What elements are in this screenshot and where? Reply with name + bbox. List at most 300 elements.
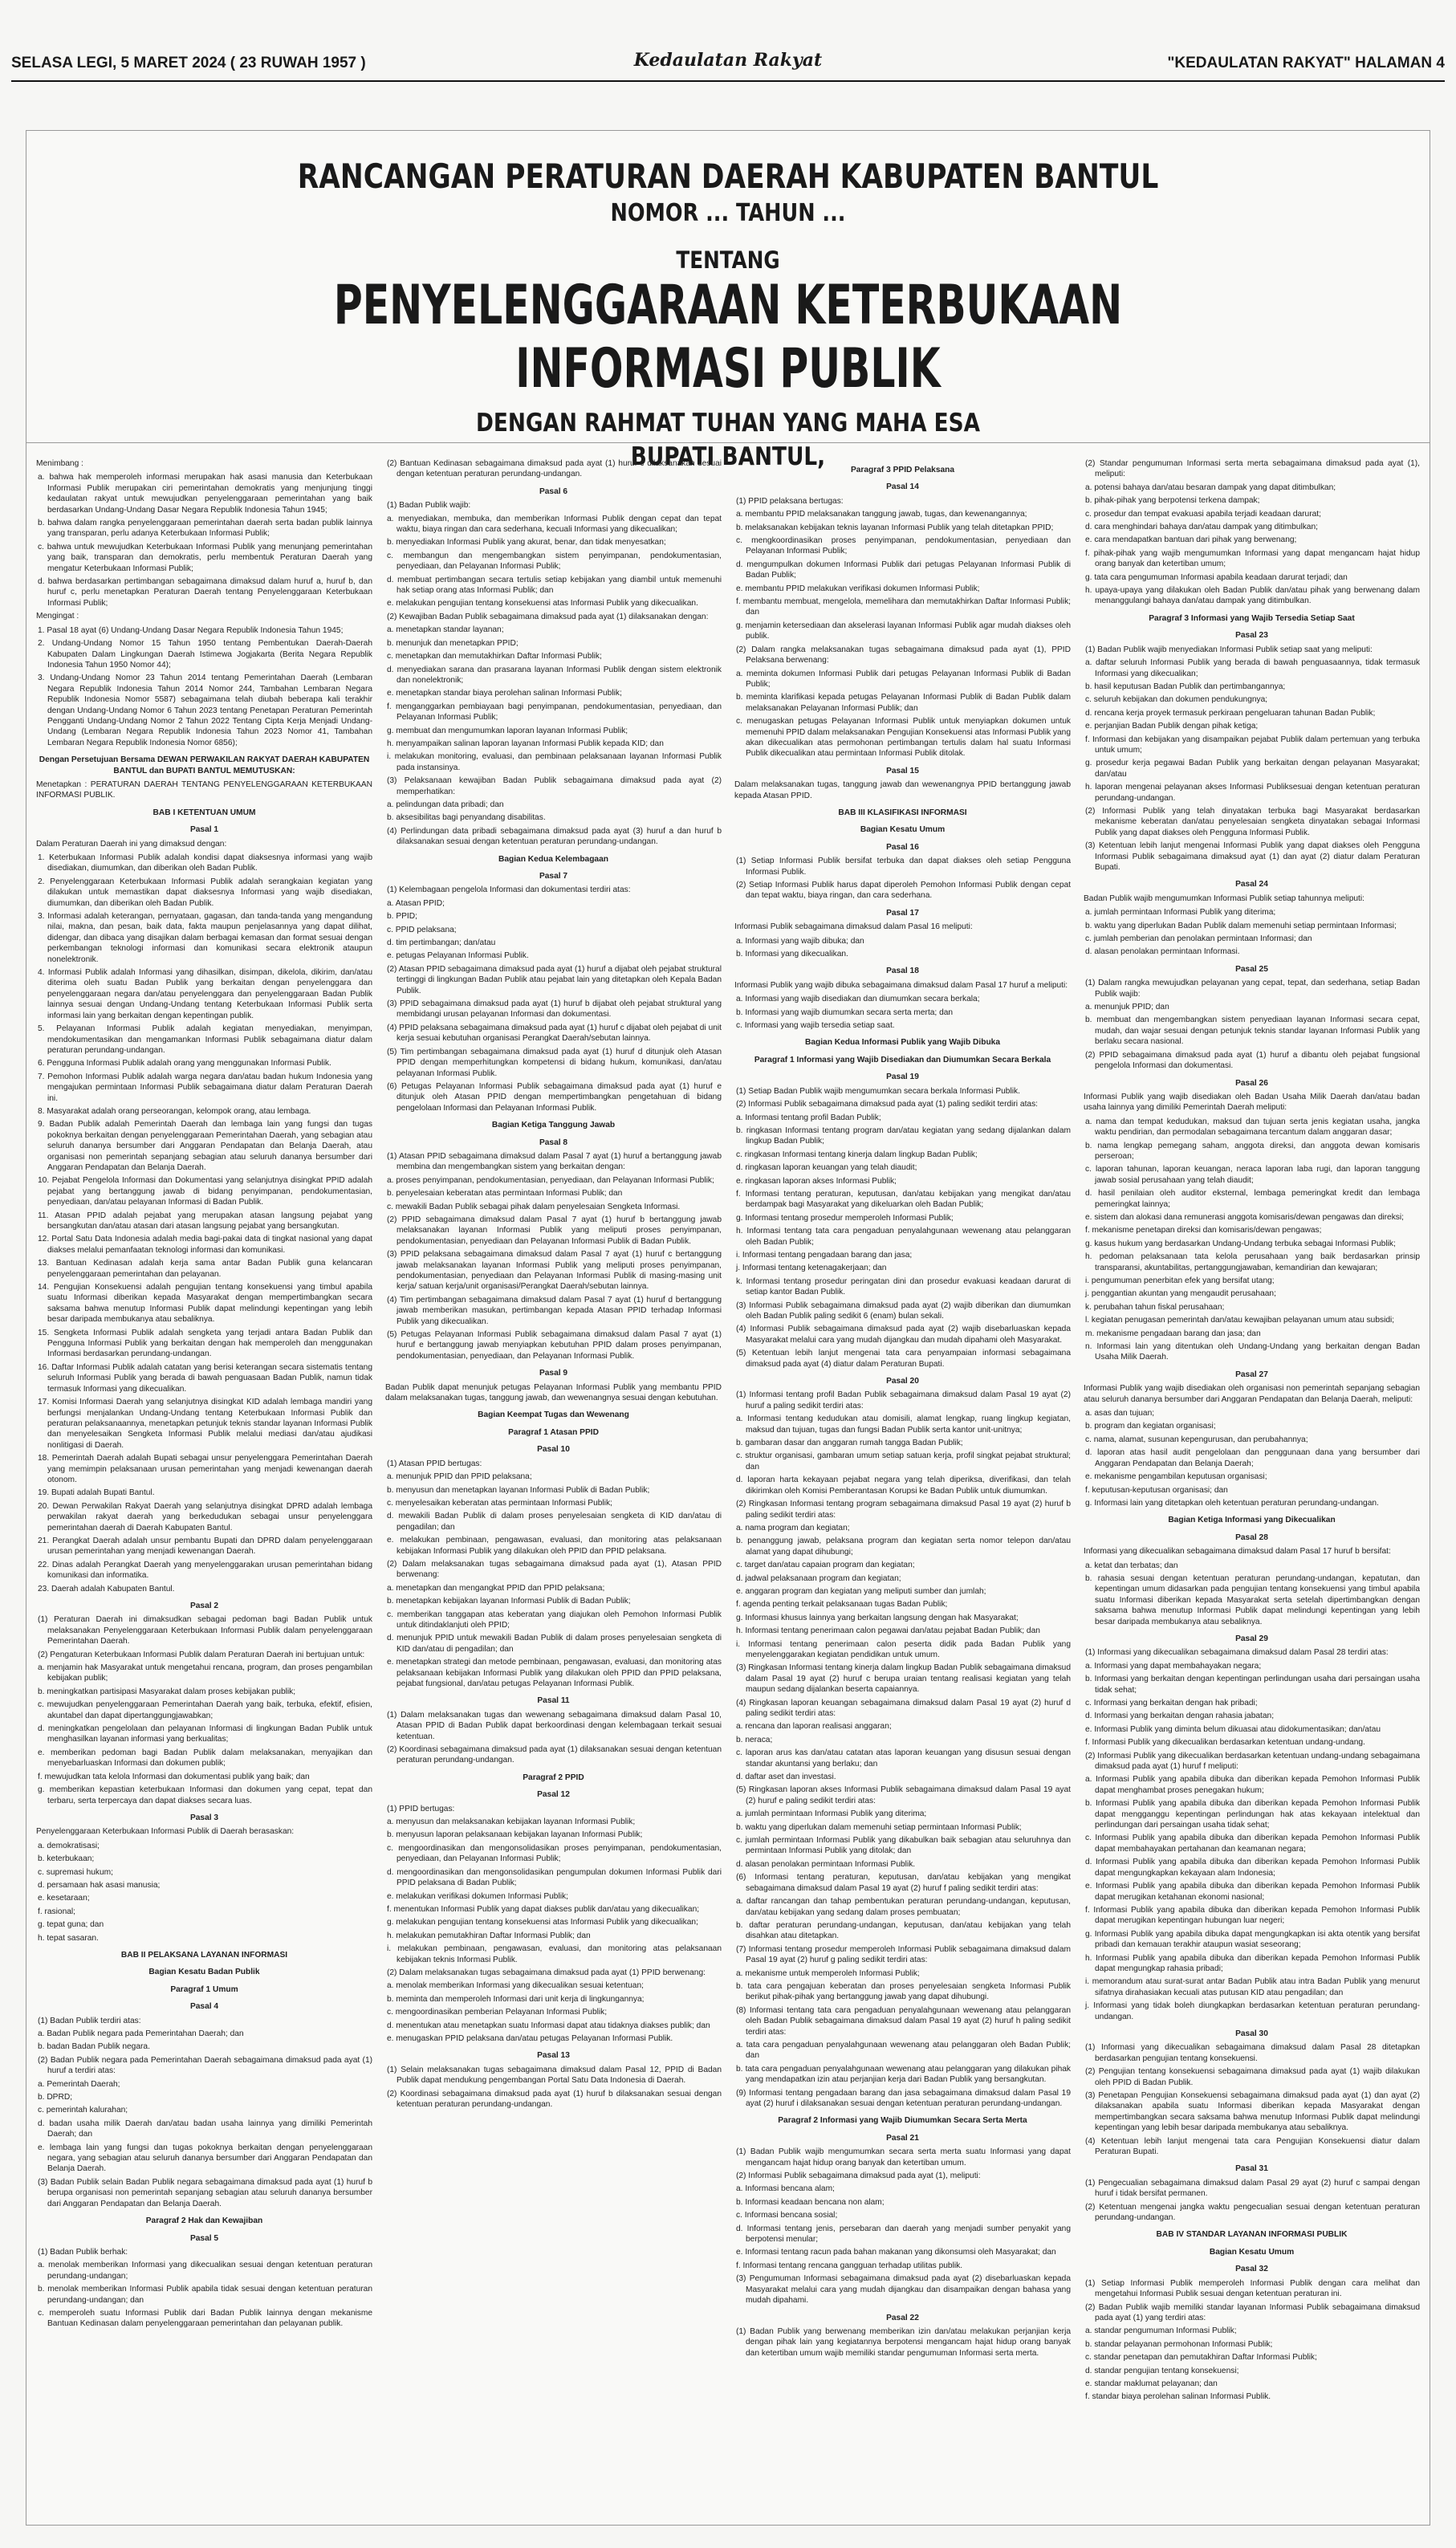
paragraph: f. Informasi tentang rencana gangguan terhadap utilitas publik. bbox=[736, 2261, 963, 2270]
paragraph: j. Informasi yang tidak boleh diungkapkan berdasarkan ketentuan peraturan perundang-undangan. bbox=[1085, 2001, 1420, 2021]
paragraph: e. melakukan pembinaan, pengawasan, evaluasi, dan monitoring atas pelaksanaan kebijakan Informasi Publik yang dilakukan oleh PPID dan PPID pelaksana. bbox=[387, 1536, 722, 1556]
title-line-1: RANCANGAN PERATURAN DAERAH KABUPATEN BANTUL bbox=[297, 157, 1159, 196]
paragraph: 15. Sengketa Informasi Publik adalah sengketa yang terjadi antara Badan Publik dan Pengguna Informasi Publik yang berkaitan dengan hak memperoleh dan menggunakan Informasi berdasarkan perundang-undangan. bbox=[38, 1328, 372, 1359]
text-columns bbox=[36, 458, 1420, 2517]
paragraph: a. menjamin hak Masyarakat untuk mengetahui rencana, program, dan proses pengambilan kebijakan publik; bbox=[38, 1663, 372, 1683]
paragraph: f. menentukan Informasi Publik yang dapat diakses publik dan/atau yang dikecualikan; bbox=[387, 1904, 700, 1914]
paragraph: Dalam Peraturan Daerah ini yang dimaksud dengan: bbox=[36, 839, 227, 849]
paragraph: (2) Koordinasi sebagaimana dimaksud pada ayat (1) dilaksanakan sesuai dengan ketentuan peraturan perundang-undangan. bbox=[387, 1745, 722, 1765]
paragraph: (2) Ringkasan Informasi tentang program sebagaimana dimaksud Pasal 19 ayat (2) huruf b paling sedikit terdiri atas: bbox=[736, 1500, 1071, 1520]
section-heading: Pasal 29 bbox=[1235, 1634, 1268, 1643]
title-line-5: DENGAN RAHMAT TUHAN YANG MAHA ESA bbox=[475, 409, 981, 438]
paragraph: b. menunjuk dan menetapkan PPID; bbox=[387, 638, 519, 648]
paragraph: d. mewakili Badan Publik di dalam proses penyelesaian sengketa di KID dan/atau di pengadilan; dan bbox=[387, 1512, 722, 1532]
paragraph: d. ringkasan laporan keuangan yang telah diaudit; bbox=[736, 1163, 917, 1173]
paragraph: b. standar pelayanan permohonan Informasi Publik; bbox=[1085, 2339, 1273, 2349]
paragraph: (1) Dalam rangka mewujudkan pelayanan yang cepat, tepat, dan sederhana, setiap Badan Publik wajib: bbox=[1085, 979, 1420, 999]
paragraph: 10. Pejabat Pengelola Informasi dan Dokumentasi yang selanjutnya disingkat PPID adalah pejabat yang bertanggung jawab di bidang penyimpanan, pendokumentasian, penyediaan, dan/atau pelayanan Informasi di Badan Publik. bbox=[38, 1176, 372, 1207]
paragraph: g. Informasi Publik yang apabila dibuka dapat mengungkapkan isi akta otentik yang bersifat pribadi dan kemauan terakhir ataupun wasiat seseorang; bbox=[1085, 1929, 1420, 1950]
paragraph: (1) PPID pelaksana bertugas: bbox=[736, 496, 844, 506]
paragraph: a. meminta dokumen Informasi Publik dari petugas Pelayanan Informasi Publik di Badan Publik; bbox=[736, 669, 1071, 689]
paragraph: e. menetapkan strategi dan metode pembinaan, pengawasan, evaluasi, dan monitoring atas pelaksanaan kebijakan Informasi Publik yang dilakukan oleh PPID dan PPID pelaksana, pejabat fungsional, dan/atau petugas Pelayanan Informasi Publik. bbox=[387, 1658, 722, 1688]
paragraph: Mengingat : bbox=[36, 612, 79, 621]
paragraph: (2) Informasi Publik sebagaimana dimaksud pada ayat (1) paling sedikit terdiri atas: bbox=[736, 1100, 1038, 1109]
paragraph: c. bahwa untuk mewujudkan Keterbukaan Informasi Publik yang menunjang pemerintahan yang baik, transparan dan demokratis, perlu membentuk Peraturan Daerah yang mengatur Keterbukaan Informasi Publik; bbox=[38, 542, 372, 573]
paragraph: (5) Ketentuan lebih lanjut mengenai tata cara penyampaian informasi sebagaimana dimaksud pada ayat (4) diatur dalam Peraturan Bupati. bbox=[736, 1349, 1071, 1369]
paragraph: c. struktur organisasi, gambaran umum setiap satuan kerja, profil singkat pejabat struktural; dan bbox=[736, 1451, 1071, 1471]
title-line-6: BUPATI BANTUL, bbox=[630, 442, 826, 471]
paragraph: d. badan usaha milik Daerah dan/atau badan usaha lainnya yang dimiliki Pemerintah Daerah; dan bbox=[38, 2119, 372, 2139]
paragraph: b. ringkasan Informasi tentang program dan/atau kegiatan yang sedang dijalankan dalam lingkup Badan Publik; bbox=[736, 1125, 1071, 1146]
paragraph: (6) Petugas Pelayanan Informasi Publik sebagaimana dimaksud pada ayat (1) huruf e ditunjuk oleh Atasan PPID dengan mempertimbangkan pengetahuan di bidang pengelolaan Informasi dan Pelayanan Informasi Publik. bbox=[387, 1081, 722, 1113]
paragraph: b. rahasia sesuai dengan ketentuan peraturan perundang-undangan, kepatutan, dan kepentingan umum didasarkan pada pengujian tentang konsekuensi yang timbul apabila suatu Informasi diberikan kepada Masyarakat serta setelah dipertimbangkan dengan saksama bahwa menutup Informasi Publik dapat melindungi kepentingan yang lebih besar daripada membukanya atau sebaliknya. bbox=[1085, 1573, 1420, 1626]
paragraph: (2) Dalam melaksanakan tugas sebagaimana dimaksud pada ayat (1), Atasan PPID berwenang: bbox=[387, 1559, 722, 1580]
paragraph: (5) Ringkasan laporan akses Informasi Publik sebagaimana dimaksud dalam Pasal 19 ayat (2) huruf e paling sedikit terdiri atas: bbox=[736, 1785, 1071, 1805]
paragraph: (3) Badan Publik selain Badan Publik negara sebagaimana dimaksud pada ayat (1) huruf b berupa organisasi non pemerintah sepanjang sebagian atau seluruh dananya bersumber dari Anggaran Pendapatan dan Belanja Daerah. bbox=[38, 2177, 372, 2208]
paragraph: d. persamaan hak asasi manusia; bbox=[38, 1880, 161, 1890]
paragraph: (2) Badan Publik wajib memiliki standar layanan Informasi Publik sebagaimana dimaksud pada ayat (1) yang terdiri atas: bbox=[1085, 2302, 1420, 2322]
paragraph: a. menetapkan dan mengangkat PPID dan PPID pelaksana; bbox=[387, 1583, 605, 1593]
paragraph: d. menentukan atau menetapkan suatu Informasi dapat atau tidaknya diakses publik; dan bbox=[387, 2021, 710, 2030]
paragraph: (9) Informasi tentang pengadaan barang dan jasa sebagaimana dimaksud dalam Pasal 19 ayat (2) huruf i dilaksanakan sesuai dengan ketentuan peraturan perundang-undangan. bbox=[736, 2088, 1071, 2108]
paragraph: (1) Badan Publik wajib: bbox=[387, 501, 471, 511]
paragraph: 6. Pengguna Informasi Publik adalah orang yang menggunakan Informasi Publik. bbox=[38, 1059, 331, 1068]
paragraph: 2. Undang-Undang Nomor 15 Tahun 1950 tentang Pembentukan Daerah-Daerah Kabupaten Dalam Lingkungan Daerah Istimewa Jogjakarta (Berita Negara Republik Indonesia Tahun 1950 Nomor 44); bbox=[38, 639, 372, 670]
paragraph: b. program dan kegiatan organisasi; bbox=[1085, 1422, 1216, 1431]
paragraph: 21. Perangkat Daerah adalah unsur pembantu Bupati dan DPRD dalam penyelenggaraan urusan pemerintahan yang menjadi kewenangan Daerah. bbox=[38, 1536, 372, 1557]
section-heading: Paragraf 2 PPID bbox=[523, 1773, 584, 1782]
paragraph: c. ringkasan Informasi tentang kinerja dalam lingkup Badan Publik; bbox=[736, 1150, 978, 1159]
paragraph: d. rencana kerja proyek termasuk perkiraan pengeluaran tahunan Badan Publik; bbox=[1085, 708, 1376, 718]
paragraph: b. waktu yang diperlukan Badan Publik dalam memenuhi setiap permintaan Informasi; bbox=[1085, 921, 1397, 930]
paragraph: d. hasil penilaian oleh auditor eksternal, lembaga pemeringkat kredit dan lembaga pemeringkat lainnya; bbox=[1085, 1189, 1420, 1209]
paragraph: Penyelenggaraan Keterbukaan Informasi Publik di Daerah berasaskan: bbox=[36, 1827, 295, 1837]
paragraph: g. melakukan pengujian tentang konsekuensi atas Informasi Publik yang dikecualikan; bbox=[387, 1918, 698, 1927]
paragraph: b. meningkatkan partisipasi Masyarakat dalam proses kebijakan publik; bbox=[38, 1687, 296, 1696]
paragraph: Informasi Publik yang wajib disediakan oleh Badan Usaha Milik Daerah dan/atau badan usaha lainnya yang dimiliki Pemerintah Daerah meliputi: bbox=[1084, 1092, 1420, 1113]
paragraph: a. jumlah permintaan Informasi Publik yang diterima; bbox=[736, 1809, 927, 1819]
page-number: "KEDAULATAN RAKYAT" HALAMAN 4 bbox=[1167, 55, 1445, 71]
paragraph: 1. Keterbukaan Informasi Publik adalah kondisi dapat diaksesnya informasi yang wajib disediakan, diumumkan, dan diberikan oleh Badan Publik. bbox=[38, 853, 372, 873]
paragraph: (2) PPID sebagaimana dimaksud dalam Pasal 7 ayat (1) huruf b bertanggung jawab melaksanakan layanan Informasi Publik yang meliputi proses penyimpanan, pendokumentasian, penyediaan dan Pelayanan Informasi Publik di Badan Publik. bbox=[387, 1215, 722, 1246]
paragraph: g. Informasi khusus lainnya yang berkaitan langsung dengan hak Masyarakat; bbox=[736, 1613, 1019, 1622]
section-heading: Paragraf 3 PPID Pelaksana bbox=[850, 466, 955, 474]
paragraph: (3) Penetapan Pengujian Konsekuensi sebagaimana dimaksud pada ayat (1) dan ayat (2) dilaksanakan apabila suatu Informasi diberikan kepada Masyarakat dengan mempertimbangkan secara saksama bahwa menutup Informasi Publik dapat melindungi kepentingan yang lebih besar daripada membukanya atau sebaliknya. bbox=[1085, 2091, 1420, 2133]
section-heading: Pasal 10 bbox=[537, 1445, 570, 1455]
paragraph: a. asas dan tujuan; bbox=[1085, 1409, 1155, 1418]
paragraph: 17. Komisi Informasi Daerah yang selanjutnya disingkat KID adalah lembaga mandiri yang berfungsi menjalankan Undang-Undang tentang Keterbukaan Informasi Publik dan peraturan pelaksanaannya, menetapkan petunjuk teknis standar layanan Informasi Publik dan menyelesaikan Sengketa Informasi Publik melalui mediasi dan/atau ajudikasi nonlitigasi di Daerah. bbox=[38, 1398, 372, 1450]
section-heading: BAB I KETENTUAN UMUM bbox=[153, 808, 256, 817]
paragraph: 3. Undang-Undang Nomor 23 Tahun 2014 tentang Pemerintahan Daerah (Lembaran Negara Republik Indonesia Tahun 2014 Nomor 244, Tambahan Lembaran Negara Republik Indonesia Nomor 5587) sebagaimana telah diubah beberapa kali terakhir dengan Undang-Undang Nomor 6 Tahun 2023 tentang Penetapan Peraturan Pemerintah Pengganti Undang-Undang Nomor 2 Tahun 2022 Tentang Cipta Kerja Menjadi Undang-Undang (Lembaran Negara Republik Indonesia Tahun 2023 Nomor 41, Tambahan Lembaran Negara Republik Indonesia Nomor 6856); bbox=[38, 674, 372, 747]
paragraph: (4) PPID pelaksana sebagaimana dimaksud pada ayat (1) huruf c dijabat oleh pejabat di unit kerja sesuai kebutuhan organisasi Perangkat Daerah/sebutan lainnya. bbox=[387, 1023, 722, 1044]
paragraph: (2) Dalam rangka melaksanakan tugas sebagaimana dimaksud pada ayat (1), PPID Pelaksana berwenang: bbox=[736, 645, 1071, 665]
section-heading: BAB IV STANDAR LAYANAN INFORMASI PUBLIK bbox=[1156, 2230, 1348, 2240]
paragraph: d. mengoordinasikan dan mengonsolidasikan pengumpulan dokumen Informasi Publik dari PPID pelaksana di Badan Publik; bbox=[387, 1867, 722, 1888]
paragraph: (4) Informasi Publik sebagaimana dimaksud pada ayat (2) wajib disebarluaskan kepada Masyarakat melalui cara yang mudah dijangkau dan mudah dipahami oleh Masyarakat. bbox=[736, 1325, 1071, 1345]
paragraph: g. Informasi lain yang ditetapkan oleh ketentuan peraturan perundang-undangan. bbox=[1085, 1498, 1379, 1508]
section-heading: Pasal 21 bbox=[886, 2133, 919, 2143]
paragraph: g. membuat dan mengumumkan laporan layanan Informasi Publik; bbox=[387, 726, 628, 735]
paragraph: (2) PPID sebagaimana dimaksud pada ayat (1) huruf a dibantu oleh pejabat fungsional pengelola Informasi dan dokumentasi. bbox=[1085, 1050, 1420, 1071]
paragraph: b. neraca; bbox=[736, 1735, 773, 1744]
section-heading: Paragraf 1 Umum bbox=[170, 1984, 238, 1994]
paragraph: a. proses penyimpanan, pendokumentasian, penyediaan, dan Pelayanan Informasi Publik; bbox=[387, 1175, 714, 1185]
paragraph: g. memberikan kepastian keterbukaan Informasi dan dokumen yang cepat, tepat dan terbaru, serta terpercaya dan dapat diakses secara luas. bbox=[38, 1785, 372, 1805]
paragraph: c. Informasi yang wajib tersedia setiap saat. bbox=[736, 1021, 895, 1031]
paragraph: (2) Ketentuan mengenai jangka waktu pengecualian sesuai dengan ketentuan peraturan perundang-undangan. bbox=[1085, 2202, 1420, 2223]
paragraph: c. membangun dan mengembangkan sistem penyimpanan, pendokumentasian, penyediaan, dan Pelayanan Informasi Publik; bbox=[387, 551, 722, 572]
section-heading: Bagian Kesatu Badan Publik bbox=[148, 1968, 260, 1977]
paragraph: Informasi Publik yang wajib dibuka sebagaimana dimaksud dalam Pasal 17 huruf a meliputi: bbox=[734, 980, 1068, 990]
paragraph: Menetapkan : PERATURAN DAERAH TENTANG PENYELENGGARAAN KETERBUKAAN INFORMASI PUBLIK. bbox=[36, 779, 372, 800]
paragraph: (1) Badan Publik terdiri atas: bbox=[38, 2016, 141, 2025]
paragraph: a. membantu PPID melaksanakan tanggung jawab, tugas, dan kewenangannya; bbox=[736, 510, 1027, 519]
paragraph: (1) Setiap Informasi Publik bersifat terbuka dan dapat diakses oleh setiap Pengguna Informasi Publik. bbox=[736, 857, 1071, 877]
paragraph: f. keputusan-keputusan organisasi; dan bbox=[1085, 1485, 1228, 1495]
paragraph: h. laporan mengenai pelayanan akses Informasi Publiksesuai dengan ketentuan peraturan perundang-undangan. bbox=[1085, 783, 1420, 803]
paragraph: g. Informasi tentang prosedur memperoleh Informasi Publik; bbox=[736, 1213, 954, 1223]
paragraph: c. supremasi hukum; bbox=[38, 1867, 113, 1877]
paragraph: f. menganggarkan pembiayaan bagi penyimpanan, pendokumentasian, penyediaan, dan Pelayanan Informasi Publik; bbox=[387, 702, 722, 722]
paragraph: (8) Informasi tentang tata cara pengaduan penyalahgunaan wewenang atau pelanggaran oleh Badan Publik sebagaimana dimaksud dalam Pasal 19 ayat (2) huruf h paling sedikit terdiri atas: bbox=[736, 2005, 1071, 2037]
paragraph: e. cara mendapatkan bantuan dari pihak yang berwenang; bbox=[1085, 535, 1297, 545]
section-heading: Pasal 7 bbox=[539, 872, 568, 881]
paragraph: (3) PPID sebagaimana dimaksud pada ayat (1) huruf b dijabat oleh pejabat struktural yang membidangi urusan pelayanan Informasi dan dokumentasi. bbox=[387, 999, 722, 1020]
section-heading: Pasal 1 bbox=[189, 825, 219, 835]
paragraph: c. Informasi yang berkaitan dengan hak pribadi; bbox=[1085, 1699, 1258, 1707]
paragraph: b. penanggung jawab, pelaksana program dan kegiatan serta nomor telepon dan/atau alamat yang dapat dihubungi; bbox=[736, 1537, 1071, 1557]
paragraph: a. bahwa hak memperoleh informasi merupakan hak asasi manusia dan Keterbukaan Informasi Publik merupakan ciri pemerintahan demokratis yang menjunjung tinggi kedaulatan rakyat untuk mewujudkan penyelenggaraan pemerintahan yang baik berdasarkan Undang-Undang Dasar Negara Republik Indonesia Tahun 1945; bbox=[38, 473, 372, 515]
paragraph: (1) Setiap Informasi Publik memperoleh Informasi Publik dengan cara melihat dan mengetahui Informasi Publik sesuai dengan ketentuan peraturan ini. bbox=[1085, 2278, 1420, 2299]
paragraph: a. menunjuk PPID; dan bbox=[1085, 1003, 1169, 1012]
paragraph: g. prosedur kerja pegawai Badan Publik yang berkaitan dengan pelayanan Masyarakat; dan/atau bbox=[1085, 759, 1420, 779]
section-heading: Pasal 32 bbox=[1235, 2265, 1268, 2274]
paragraph: b. Informasi yang berkaitan dengan kepentingan perlindungan usaha dari persaingan usaha tidak sehat; bbox=[1085, 1675, 1420, 1695]
paragraph: b. Informasi yang wajib diumumkan secara serta merta; dan bbox=[736, 1007, 954, 1017]
paragraph: b. aksesibilitas bagi penyandang disabilitas. bbox=[387, 813, 546, 823]
paragraph: (2) Dalam melaksanakan tugas sebagaimana dimaksud pada ayat (1) PPID berwenang: bbox=[387, 1968, 706, 1977]
paragraph: 23. Daerah adalah Kabupaten Bantul. bbox=[38, 1584, 175, 1594]
paragraph: d. meningkatkan pengelolaan dan pelayanan Informasi di lingkungan Badan Publik untuk menghasilkan layanan informasi yang berkualitas; bbox=[38, 1724, 372, 1744]
paragraph: (1) Badan Publik wajib mengumumkan secara serta merta suatu Informasi yang dapat mengancam hajat hidup orang banyak dan ketertiban umum. bbox=[736, 2147, 1071, 2167]
section-heading: Pasal 16 bbox=[886, 842, 919, 852]
section-heading: Bagian Kesatu Umum bbox=[1209, 2247, 1295, 2257]
paragraph: a. Informasi tentang kedudukan atau domisili, alamat lengkap, ruang lingkup kegiatan, maksud dan tujuan, tugas dan fungsi Badan Publik serta kantor unit-unitnya; bbox=[736, 1414, 1071, 1435]
paragraph: c. laporan arus kas dan/atau catatan atas laporan keuangan yang disusun sesuai dengan standar akuntansi yang berlaku; dan bbox=[736, 1748, 1071, 1769]
paragraph: c. Informasi bencana sosial; bbox=[736, 2211, 838, 2220]
paragraph: (1) Setiap Badan Publik wajib mengumumkan secara berkala Informasi Publik. bbox=[736, 1086, 1020, 1096]
paragraph: a. pelindungan data pribadi; dan bbox=[387, 800, 504, 809]
paragraph: d. menunjuk PPID untuk mewakili Badan Publik di dalam proses penyelesaian sengketa di KID dan/atau di pengadilan; dan bbox=[387, 1634, 722, 1654]
section-heading: Pasal 20 bbox=[886, 1377, 919, 1386]
paragraph: c. mengkoordinasikan proses penyimpanan, pendokumentasian, penyediaan dan Pelayanan Informasi Publik; bbox=[736, 536, 1071, 556]
paragraph: (4) Ketentuan lebih lanjut mengenai tata cara Pengujian Konsekuensi diatur dalam Peraturan Bupati. bbox=[1085, 2136, 1420, 2157]
paragraph: h. melakukan pemutakhiran Daftar Informasi Publik; dan bbox=[387, 1931, 591, 1940]
paragraph: (3) Pengumuman Informasi sebagaimana dimaksud pada ayat (2) disebarluaskan kepada Masyarakat melalui cara yang mudah dijangkau dan disampaikan dengan bahasa yang mudah dipahami. bbox=[736, 2274, 1071, 2306]
section-heading: Paragraf 1 Informasi yang Wajib Disediakan dan Diumumkan Secara Berkala bbox=[754, 1055, 1051, 1064]
section-heading: Pasal 2 bbox=[189, 1602, 219, 1610]
section-heading: Pasal 22 bbox=[886, 2313, 919, 2322]
paragraph: 16. Daftar Informasi Publik adalah catatan yang berisi keterangan secara sistematis tentang seluruh Informasi Publik yang berada di bawah penguasaan Badan Publik, namun tidak termasuk Informasi yang dikecualikan. bbox=[38, 1362, 372, 1394]
paragraph: f. pihak-pihak yang wajib mengumumkan Informasi yang dapat mengancam hajat hidup orang banyak dan ketertiban umum; bbox=[1085, 548, 1420, 569]
paragraph: a. potensi bahaya dan/atau besaran dampak yang dapat ditimbulkan; bbox=[1085, 482, 1336, 492]
paragraph: l. kegiatan penugasan pemerintah dan/atau kewajiban pelayanan umum atau subsidi; bbox=[1085, 1316, 1395, 1325]
paragraph: a. daftar rancangan dan tahap pembentukan peraturan perundang-undangan, keputusan, dan/atau kebijakan yang sedang dalam proses pembuatan; bbox=[736, 1897, 1071, 1917]
paragraph: (1) Informasi yang dikecualikan sebagaimana dimaksud dalam Pasal 28 ditetapkan berdasarkan pengujian tentang konsekuensi. bbox=[1085, 2043, 1420, 2063]
paragraph: 2. Penyelenggaraan Keterbukaan Informasi Publik adalah serangkaian kegiatan yang dilakukan untuk memastikan dapat diaksesnya Informasi yang wajib disediakan, diumumkan, dan diberikan oleh Badan Publik. bbox=[38, 877, 372, 908]
paragraph: d. laporan harta kekayaan pejabat negara yang telah diperiksa, diverifikasi, dan telah dikirimkan oleh Komisi Pemberantasan Korupsi ke Badan Publik untuk diumumkan. bbox=[736, 1475, 1071, 1496]
section-heading: Bagian Ketiga Tanggung Jawab bbox=[491, 1121, 616, 1130]
paragraph: b. Informasi yang dikecualikan. bbox=[736, 950, 848, 959]
section-heading: Pasal 24 bbox=[1235, 880, 1268, 889]
paragraph: f. agenda penting terkait pelaksanaan tugas Badan Publik; bbox=[736, 1600, 948, 1610]
paragraph: 20. Dewan Perwakilan Rakyat Daerah yang selanjutnya disingkat DPRD adalah lembaga perwakilan rakyat daerah yang berkedudukan sebagai unsur penyelenggara pemerintahan daerah di Daerah Kabupaten Bantul. bbox=[38, 1501, 372, 1532]
paragraph: (2) Informasi Publik yang dikecualikan berdasarkan ketentuan undang-undang sebagaimana dimaksud pada ayat (1) huruf f meliputi: bbox=[1085, 1751, 1420, 1772]
paragraph: (1) Peraturan Daerah ini dimaksudkan sebagai pedoman bagi Badan Publik untuk melaksanakan Penyelenggaraan Keterbukaan Informasi Publik dalam penyelenggaraan Pemerintahan Daerah. bbox=[38, 1615, 372, 1646]
paragraph: e. menetapkan standar biaya perolehan salinan Informasi Publik; bbox=[387, 689, 622, 698]
paragraph: c. mengoordinasikan dan mengonsolidasikan proses penyimpanan, pendokumentasian, penyediaan, dan Pelayanan Informasi Publik; bbox=[387, 1843, 722, 1864]
paragraph: (2) Bantuan Kedinasan sebagaimana dimaksud pada ayat (1) huruf c dilaksanakan sesuai dengan ketentuan peraturan perundang-undangan. bbox=[387, 459, 722, 479]
paragraph: a. daftar seluruh Informasi Publik yang berada di bawah penguasaannya, tidak termasuk Informasi yang dikecualikan; bbox=[1085, 658, 1420, 678]
paragraph: (3) Informasi Publik sebagaimana dimaksud pada ayat (2) wajib diberikan dan diumumkan oleh Badan Publik paling sedikit 6 (enam) bulan sekali. bbox=[736, 1300, 1071, 1321]
paragraph: h. tepat sasaran. bbox=[38, 1933, 99, 1943]
paragraph: c. PPID pelaksana; bbox=[387, 925, 457, 934]
paragraph: a. Pemerintah Daerah; bbox=[38, 2079, 120, 2089]
paragraph: a. Informasi yang wajib disediakan dan diumumkan secara berkala; bbox=[736, 995, 980, 1004]
paragraph: (5) Tim pertimbangan sebagaimana dimaksud pada ayat (1) huruf d ditunjuk oleh Atasan PPID dengan memperhitungkan kompetensi di bidang hukum, komunikasi, dan/atau pelayanan Informasi Publik. bbox=[387, 1047, 722, 1078]
paragraph: e. Informasi Publik yang diminta belum dikuasai atau didokumentasikan; dan/atau bbox=[1085, 1724, 1381, 1734]
section-heading: Pasal 6 bbox=[539, 486, 568, 496]
paragraph: b. menyusun dan menetapkan layanan Informasi Publik di Badan Publik; bbox=[387, 1485, 650, 1495]
title-line-3: TENTANG bbox=[676, 246, 780, 274]
paragraph: b. bahwa dalam rangka penyelenggaraan pemerintahan daerah serta badan publik lainnya yang transparan, perlu adanya Keterbukaan Informasi Publik; bbox=[38, 519, 372, 539]
paragraph: 19. Bupati adalah Bupati Bantul. bbox=[38, 1488, 155, 1498]
paragraph: e. Informasi tentang racun pada bahan makanan yang dikonsumsi oleh Masyarakat; dan bbox=[736, 2248, 1056, 2257]
paragraph: b. melaksanakan kebijakan teknis layanan Informasi Publik yang telah ditetapkan PPID; bbox=[736, 523, 1054, 532]
paragraph: Informasi yang dikecualikan sebagaimana dimaksud dalam Pasal 17 huruf b bersifat: bbox=[1084, 1547, 1391, 1557]
issue-date: SELASA LEGI, 5 MARET 2024 ( 23 RUWAH 1957 ) bbox=[11, 55, 366, 71]
section-heading: Pasal 26 bbox=[1235, 1078, 1268, 1088]
paragraph: (1) Badan Publik berhak: bbox=[38, 2247, 128, 2257]
paragraph: a. Informasi yang wajib dibuka; dan bbox=[736, 936, 864, 946]
paragraph: g. tata cara pengumuman Informasi apabila keadaan darurat terjadi; dan bbox=[1085, 572, 1348, 582]
paragraph: b. pihak-pihak yang berpotensi terkena dampak; bbox=[1085, 496, 1260, 506]
paragraph: b. hasil keputusan Badan Publik dan pertimbangannya; bbox=[1085, 682, 1286, 691]
paragraph: a. nama dan tempat kedudukan, maksud dan tujuan serta jenis kegiatan usaha, jangka waktu pendirian, dan permodalan sebagaimana tercantum dalam anggaran dasar; bbox=[1085, 1117, 1420, 1138]
section-heading: Pasal 25 bbox=[1235, 964, 1268, 974]
paragraph: 22. Dinas adalah Perangkat Daerah yang menyelenggarakan urusan pemerintahan bidang komunikasi dan informatika. bbox=[38, 1560, 372, 1581]
section-heading: Paragraf 2 Hak dan Kewajiban bbox=[145, 2216, 263, 2226]
paragraph: a. Informasi bencana alam; bbox=[736, 2184, 835, 2194]
paragraph: b. menyusun laporan pelaksanaan kebijakan layanan Informasi Publik; bbox=[387, 1830, 643, 1840]
paragraph: b. nama lengkap pemegang saham, anggota direksi, dan anggota dewan komisaris perseroan; bbox=[1085, 1141, 1420, 1161]
paragraph: f. Informasi Publik yang dikecualikan berdasarkan ketentuan undang-undang. bbox=[1085, 1738, 1365, 1748]
column-2 bbox=[385, 458, 722, 2517]
paragraph: e. memberikan pedoman bagi Badan Publik dalam melaksanakan, menyajikan dan menyebarluaskan Informasi dan dokumen publik; bbox=[38, 1748, 372, 1769]
paragraph: d. tim pertimbangan; dan/atau bbox=[387, 938, 496, 948]
paragraph: d. membuat pertimbangan secara tertulis setiap kebijakan yang diambil untuk memenuhi hak setiap orang atas Informasi Publik; dan bbox=[387, 575, 722, 596]
masthead-logo: Kedaulatan Rakyat bbox=[633, 50, 823, 71]
paragraph: f. standar biaya perolehan salinan Informasi Publik. bbox=[1085, 2392, 1271, 2402]
title-line-2: NOMOR ... TAHUN ... bbox=[610, 199, 846, 227]
paragraph: e. kesetaraan; bbox=[38, 1894, 90, 1903]
paragraph: m. mekanisme pengadaan barang dan jasa; dan bbox=[1085, 1329, 1261, 1338]
paragraph: c. seluruh kebijakan dan dokumen pendukungnya; bbox=[1085, 695, 1268, 705]
paragraph: Informasi Publik yang wajib disediakan oleh organisasi non pemerintah sepanjang sebagian atau seluruh dananya bersumber dari Anggaran Pendapatan dan Belanja Daerah, meliputi: bbox=[1084, 1384, 1420, 1404]
paragraph: e. lembaga lain yang fungsi dan tugas pokoknya berkaitan dengan penyelenggaraan negara, yang sebagian atau seluruh dananya bersumber dari Anggaran Pendapatan dan Belanja Daerah. bbox=[38, 2143, 372, 2174]
paragraph: a. menolak memberikan Informasi yang dikecualikan sesuai ketentuan; bbox=[387, 1981, 644, 1991]
paragraph: j. Informasi tentang ketenagakerjaan; dan bbox=[736, 1264, 887, 1273]
paragraph: a. jumlah permintaan Informasi Publik yang diterima; bbox=[1085, 908, 1276, 918]
paragraph: b. waktu yang diperlukan dalam memenuhi setiap permintaan Informasi Publik; bbox=[736, 1822, 1022, 1832]
section-heading: BAB II PELAKSANA LAYANAN INFORMASI bbox=[120, 1950, 288, 1960]
paragraph: c. standar penetapan dan pemutakhiran Daftar Informasi Publik; bbox=[1085, 2353, 1317, 2363]
paragraph: 9. Badan Publik adalah Pemerintah Daerah dan lembaga lain yang fungsi dan tugas pokoknya berkaitan dengan penyelenggaraan Pemerintahan Daerah, yang sebagian atau seluruh dananya bersumber dari Anggaran Pendapatan dan Belanja Daerah, atau organisasi non pemerintah sepanjang sebagian atau seluruh dananya bersumber dari Anggaran Pendapatan dan Belanja Daerah. bbox=[38, 1120, 372, 1172]
paragraph: b. daftar peraturan perundang-undangan, keputusan, dan/atau kebijakan yang telah disahkan atau ditetapkan. bbox=[736, 1920, 1071, 1941]
paragraph: g. tepat guna; dan bbox=[38, 1920, 104, 1930]
title-main: PENYELENGGARAAN KETERBUKAAN INFORMASI PUBLIK bbox=[333, 274, 1123, 401]
paragraph: 4. Informasi Publik adalah Informasi yang dihasilkan, disimpan, dikelola, dikirim, dan/atau diterima oleh suatu Badan Publik yang berkaitan dengan penyelenggara dan penyelenggaraan negara dan/atau penyelenggara dan penyelenggaraan Badan Publik lainnya sesuai dengan Undang-Undang tentang Keterbukaan Informasi Publik serta informasi lain yang berkaitan dengan kepentingan publik. bbox=[38, 968, 372, 1020]
paragraph: d. jadwal pelaksanaan program dan kegiatan; bbox=[736, 1573, 901, 1583]
paragraph: i. melakukan monitoring, evaluasi, dan pembinaan pelaksanaan layanan Informasi Publik pada instansinya. bbox=[387, 752, 722, 772]
section-heading: Pasal 14 bbox=[886, 482, 919, 492]
paragraph: f. Informasi tentang peraturan, keputusan, dan/atau kebijakan yang mengikat dan/atau berdampak bagi Masyarakat yang dikeluarkan oleh Badan Publik; bbox=[736, 1189, 1071, 1210]
paragraph: n. Informasi lain yang ditentukan oleh Undang-Undang yang berkaitan dengan Badan Usaha Milik Daerah. bbox=[1085, 1342, 1420, 1362]
paragraph: b. menyediakan Informasi Publik yang akurat, benar, dan tidak menyesatkan; bbox=[387, 538, 666, 547]
section-heading: Pasal 11 bbox=[537, 1696, 570, 1706]
paragraph: c. target dan/atau capaian program dan kegiatan; bbox=[736, 1561, 915, 1570]
announcement-frame bbox=[26, 130, 1430, 2526]
paragraph: 1. Pasal 18 ayat (6) Undang-Undang Dasar Negara Republik Indonesia Tahun 1945; bbox=[38, 625, 344, 635]
paragraph: d. standar pengujian tentang konsekuensi; bbox=[1085, 2366, 1239, 2375]
paragraph: (2) Informasi Publik sebagaimana dimaksud pada ayat (1), meliputi: bbox=[736, 2171, 981, 2181]
paragraph: Badan Publik dapat menunjuk petugas Pelayanan Informasi Publik yang membantu PPID dalam melaksanakan tugas, tanggung jawab, dan wewenangnya sesuai dengan kebutuhan. bbox=[385, 1382, 722, 1403]
paragraph: c. laporan tahunan, laporan keuangan, neraca laporan laba rugi, dan laporan tanggung jawab sosial perusahaan yang telah diaudit; bbox=[1085, 1165, 1420, 1185]
paragraph: f. mewujudkan tata kelola Informasi dan dokumentasi publik yang baik; dan bbox=[38, 1772, 310, 1781]
paragraph: Badan Publik wajib mengumumkan Informasi Publik setiap tahunnya meliputi: bbox=[1084, 893, 1364, 903]
section-heading: Pasal 8 bbox=[539, 1138, 568, 1147]
paragraph: h. pedoman pelaksanaan tata kelola perusahaan yang baik berdasarkan prinsip transparansi, akuntabilitas, pertanggungjawaban, kemandirian dan kewajaran; bbox=[1085, 1252, 1420, 1272]
paragraph: c. prosedur dan tempat evakuasi apabila terjadi keadaan darurat; bbox=[1085, 509, 1321, 519]
paragraph: b. tata cara pengajuan keberatan dan proses penyelesaian sengketa Informasi Publik berikut pihak-pihak yang bertanggung jawab yang dapat dihubungi. bbox=[736, 1981, 1071, 2002]
paragraph: 13. Bantuan Kedinasan adalah kerja sama antar Badan Publik guna kelancaran penyelenggaraan pemerintahan dan pelayanan. bbox=[38, 1259, 372, 1279]
section-heading: Pasal 19 bbox=[886, 1073, 919, 1082]
paragraph: (2) Atasan PPID sebagaimana dimaksud pada ayat (1) huruf a dijabat oleh pejabat struktural tertinggi di lingkungan Badan Publik atau pejabat lain yang ditetapkan oleh Kepala Badan Publik. bbox=[387, 964, 722, 995]
paragraph: (1) Informasi tentang profil Badan Publik sebagaimana dimaksud dalam Pasal 19 ayat (2) huruf a paling sedikit terdiri atas: bbox=[736, 1390, 1071, 1410]
section-heading: Pasal 31 bbox=[1235, 2164, 1268, 2174]
paragraph: h. upaya-upaya yang dilakukan oleh Badan Publik dan/atau pihak yang berwenang dalam menanggulangi bahaya dan/atau dampak yang ditimbulkan. bbox=[1085, 586, 1420, 606]
paragraph: (1) Atasan PPID sebagaimana dimaksud dalam Pasal 7 ayat (1) huruf a bertanggung jawab membina dan mengembangkan sistem yang berkaitan dengan: bbox=[387, 1151, 722, 1172]
paragraph: (2) Standar pengumuman Informasi serta merta sebagaimana dimaksud pada ayat (1), meliputi: bbox=[1085, 459, 1420, 479]
paragraph: (1) Informasi yang dikecualikan sebagaimana dimaksud dalam Pasal 28 terdiri atas: bbox=[1085, 1648, 1389, 1658]
paragraph: g. menjamin ketersediaan dan akselerasi layanan Informasi Publik agar mudah diakses oleh publik. bbox=[736, 621, 1071, 641]
paragraph: a. menyediakan, membuka, dan memberikan Informasi Publik dengan cepat dan tepat waktu, biaya ringan dan cara sederhana, kecuali Informasi yang dikecualikan; bbox=[387, 514, 722, 535]
paragraph: b. penyelesaian keberatan atas permintaan Informasi Publik; dan bbox=[387, 1189, 623, 1199]
paragraph: (5) Petugas Pelayanan Informasi Publik sebagaimana dimaksud dalam Pasal 7 ayat (1) huruf e bertanggung jawab menyiapkan kebutuhan PPID dalam proses penyimpanan, pendokumentasian, penyediaan, dan Pelayanan Informasi Publik. bbox=[387, 1330, 722, 1361]
paragraph: c. jumlah pemberian dan penolakan permintaan Informasi; dan bbox=[1085, 934, 1312, 944]
section-heading: Paragraf 3 Informasi yang Wajib Tersedia Setiap Saat bbox=[1149, 613, 1355, 623]
paragraph: (1) Pengecualian sebagaimana dimaksud dalam Pasal 29 ayat (2) huruf c sampai dengan huruf i tidak bersifat permanen. bbox=[1085, 2178, 1420, 2199]
paragraph: d. alasan penolakan permintaan Informasi Publik. bbox=[736, 1859, 916, 1869]
paragraph: a. menolak memberikan Informasi yang dikecualikan sesuai dengan ketentuan peraturan perundang-undangan; bbox=[38, 2261, 372, 2281]
paragraph: (6) Informasi tentang peraturan, keputusan, dan/atau kebijakan yang mengikat sebagaimana dimaksud dalam Pasal 19 ayat (2) huruf f paling sedikit terdiri atas: bbox=[736, 1873, 1071, 1893]
paragraph: e. standar maklumat pelayanan; dan bbox=[1085, 2379, 1218, 2388]
paragraph: a. demokratisasi; bbox=[38, 1841, 100, 1850]
paragraph: a. menunjuk PPID dan PPID pelaksana; bbox=[387, 1472, 532, 1482]
paragraph: d. menyediakan sarana dan prasarana layanan Informasi Publik dengan sistem elektronik dan nonelektronik; bbox=[387, 665, 722, 685]
paragraph: g. kasus hukum yang berdasarkan Undang-Undang terbuka sebagai Informasi Publik; bbox=[1085, 1239, 1396, 1248]
newspaper-topbar bbox=[11, 48, 1445, 82]
paragraph: c. menyelesaikan keberatan atas permintaan Informasi Publik; bbox=[387, 1498, 612, 1508]
paragraph: 12. Portal Satu Data Indonesia adalah media bagi-pakai data di tingkat nasional yang dapat diakses melalui pemanfaatan teknologi informasi dan komunikasi. bbox=[38, 1235, 372, 1255]
paragraph: e. perjanjian Badan Publik dengan pihak ketiga; bbox=[1085, 722, 1259, 731]
section-heading: Pasal 28 bbox=[1235, 1532, 1268, 1542]
paragraph: (4) Perlindungan data pribadi sebagaimana dimaksud pada ayat (3) huruf a dan huruf b dilaksanakan sesuai dengan ketentuan peraturan perundang-undangan. bbox=[387, 826, 722, 847]
section-heading: Pasal 3 bbox=[189, 1813, 219, 1822]
paragraph: 3. Informasi adalah keterangan, pernyataan, gagasan, dan tanda-tanda yang mengandung nilai, makna, dan pesan, baik data, fakta maupun penjelasannya yang dapat dilihat, didengar, dan dibaca yang disajikan dalam berbagai kemasan dan format sesuai dengan perkembangan teknologi informasi dan komunikasi secara elektronik ataupun nonelektronik. bbox=[38, 912, 372, 964]
paragraph: h. Informasi tentang tata cara pengaduan penyalahgunaan wewenang atau pelanggaran oleh Badan Publik; bbox=[736, 1227, 1071, 1247]
paragraph: d. mengumpulkan dokumen Informasi Publik dari petugas Pelayanan Informasi Publik di Badan Publik; bbox=[736, 560, 1071, 580]
paragraph: b. badan Badan Publik negara. bbox=[38, 2042, 150, 2052]
paragraph: d. Informasi yang berkaitan dengan rahasia jabatan; bbox=[1085, 1712, 1275, 1721]
paragraph: c. pemerintah kalurahan; bbox=[38, 2106, 128, 2115]
paragraph: k. Informasi tentang prosedur peringatan dini dan prosedur evakuasi keadaan darurat di setiap kantor Badan Publik. bbox=[736, 1276, 1071, 1297]
paragraph: (1) Dalam melaksanakan tugas dan wewenang sebagaimana dimaksud dalam Pasal 10, Atasan PPID di Badan Publik dapat berkoordinasi dengan kelembagaan terkait sesuai ketentuan. bbox=[387, 1710, 722, 1741]
paragraph: j. penggantian akuntan yang mengaudit perusahaan; bbox=[1085, 1289, 1276, 1299]
paragraph: h. Informasi Publik yang apabila dibuka dan diberikan kepada Pemohon Informasi Publik dapat mengungkap rahasia pribadi; bbox=[1085, 1953, 1420, 1973]
paragraph: (3) PPID pelaksana sebagaimana dimaksud dalam Pasal 7 ayat (1) huruf c bertanggung jawab melaksanakan layanan Informasi Publik yang meliputi proses penyimpanan, pendokumentasian, penyediaan dan Pelayanan Informasi Publik di masing-masing unit kerja/ satuan kerja/unit organisasi/Perangkat Daerah/sebutan lainnya. bbox=[387, 1250, 722, 1292]
section-heading: Pasal 27 bbox=[1235, 1370, 1268, 1379]
paragraph: b. meminta dan memperoleh Informasi dari unit kerja di lingkungannya; bbox=[387, 1994, 645, 2004]
paragraph: e. sistem dan alokasi dana remunerasi anggota komisaris/dewan pengawas dan direksi; bbox=[1085, 1212, 1404, 1222]
paragraph: d. Informasi Publik yang apabila dibuka dan diberikan kepada Pemohon Informasi Publik dapat mengungkapkan kekayaan alam Indonesia; bbox=[1085, 1858, 1420, 1878]
section-heading: Pasal 23 bbox=[1235, 631, 1268, 641]
column-4 bbox=[1084, 458, 1420, 2517]
paragraph: d. daftar aset dan investasi. bbox=[736, 1773, 836, 1782]
paragraph: e. anggaran program dan kegiatan yang meliputi sumber dan jumlah; bbox=[736, 1586, 986, 1596]
paragraph: f. mekanisme penetapan direksi dan komisaris/dewan pengawas; bbox=[1085, 1226, 1322, 1235]
section-heading: Pasal 30 bbox=[1235, 2029, 1268, 2038]
paragraph: b. DPRD; bbox=[38, 2093, 73, 2102]
paragraph: e. membantu PPID melakukan verifikasi dokumen Informasi Publik; bbox=[736, 584, 980, 593]
section-heading: Pasal 17 bbox=[886, 908, 919, 918]
paragraph: c. jumlah permintaan Informasi Publik yang dikabulkan baik sebagian atau seluruhnya dan permintaan Informasi Publik yang ditolak; dan bbox=[736, 1836, 1071, 1856]
paragraph: (2) Badan Publik negara pada Pemerintahan Daerah sebagaimana dimaksud pada ayat (1) huruf a terdiri atas: bbox=[38, 2055, 372, 2076]
paragraph: a. mekanisme untuk memperoleh Informasi Publik; bbox=[736, 1968, 920, 1978]
paragraph: (2) Kewajiban Badan Publik sebagaimana dimaksud pada ayat (1) dilaksanakan dengan: bbox=[387, 612, 709, 621]
paragraph: (2) Koordinasi sebagaimana dimaksud pada ayat (1) huruf b dilaksanakan sesuai dengan ketentuan peraturan perundang-undangan. bbox=[387, 2089, 722, 2109]
paragraph: i. memorandum atau surat-surat antar Badan Publik atau intra Badan Publik yang menurut sifatnya dirahasiakan kecuali atas putusan KID atau pengadilan; dan bbox=[1085, 1977, 1420, 1997]
paragraph: b. menolak memberikan Informasi Publik apabila tidak sesuai dengan ketentuan peraturan perundang-undangan; dan bbox=[38, 2285, 372, 2305]
paragraph: h. menyampaikan salinan laporan layanan Informasi Publik kepada KID; dan bbox=[387, 739, 664, 748]
paragraph: (1) Badan Publik yang berwenang memberikan izin dan/atau melakukan perjanjian kerja dengan pihak lain yang kegiatannya berpotensi mengancam hajat hidup orang banyak dan ketertiban umum wajib memiliki standar pengumuman Informasi serta merta. bbox=[736, 2326, 1071, 2358]
section-heading: Pasal 5 bbox=[189, 2233, 219, 2243]
paragraph: f. membantu membuat, mengelola, memelihara dan memutakhirkan Daftar Informasi Publik; dan bbox=[736, 597, 1071, 617]
paragraph: f. rasional; bbox=[38, 1907, 75, 1916]
paragraph: (1) Kelembagaan pengelola Informasi dan dokumentasi terdiri atas: bbox=[387, 885, 631, 895]
section-heading: Dengan Persetujuan Bersama DEWAN PERWAKILAN RAKYAT DAERAH KABUPATEN BANTUL dan BUPATI BANTUL MEMUTUSKAN: bbox=[39, 755, 370, 775]
section-heading: Bagian Kedua Informasi Publik yang Wajib Dibuka bbox=[804, 1038, 1001, 1048]
section-heading: Bagian Kesatu Umum bbox=[860, 825, 946, 835]
paragraph: c. mewujudkan penyelenggaraan Pemerintahan Daerah yang baik, terbuka, efektif, efisien, akuntabel dan dapat dipertanggungjawabkan; bbox=[38, 1700, 372, 1720]
paragraph: e. melakukan verifikasi dokumen Informasi Publik; bbox=[387, 1891, 568, 1901]
paragraph: f. Informasi Publik yang apabila dibuka dan diberikan kepada Pemohon Informasi Publik dapat merugikan kepentingan hubungan luar negeri; bbox=[1085, 1905, 1420, 1926]
paragraph: c. menetapkan dan memutakhirkan Daftar Informasi Publik; bbox=[387, 652, 602, 661]
paragraph: i. melakukan pembinaan, pengawasan, evaluasi, dan monitoring atas pelaksanaan kebijakan teknis Informasi Publik. bbox=[387, 1944, 722, 1964]
paragraph: c. nama, alamat, susunan kepengurusan, dan perubahannya; bbox=[1085, 1435, 1308, 1444]
paragraph: (1) Selain melaksanakan tugas sebagaimana dimaksud dalam Pasal 12, PPID di Badan Publik dapat mendukung pengembangan Portal Satu Data Indonesia di Daerah. bbox=[387, 2065, 722, 2086]
paragraph: b. keterbukaan; bbox=[38, 1854, 95, 1864]
